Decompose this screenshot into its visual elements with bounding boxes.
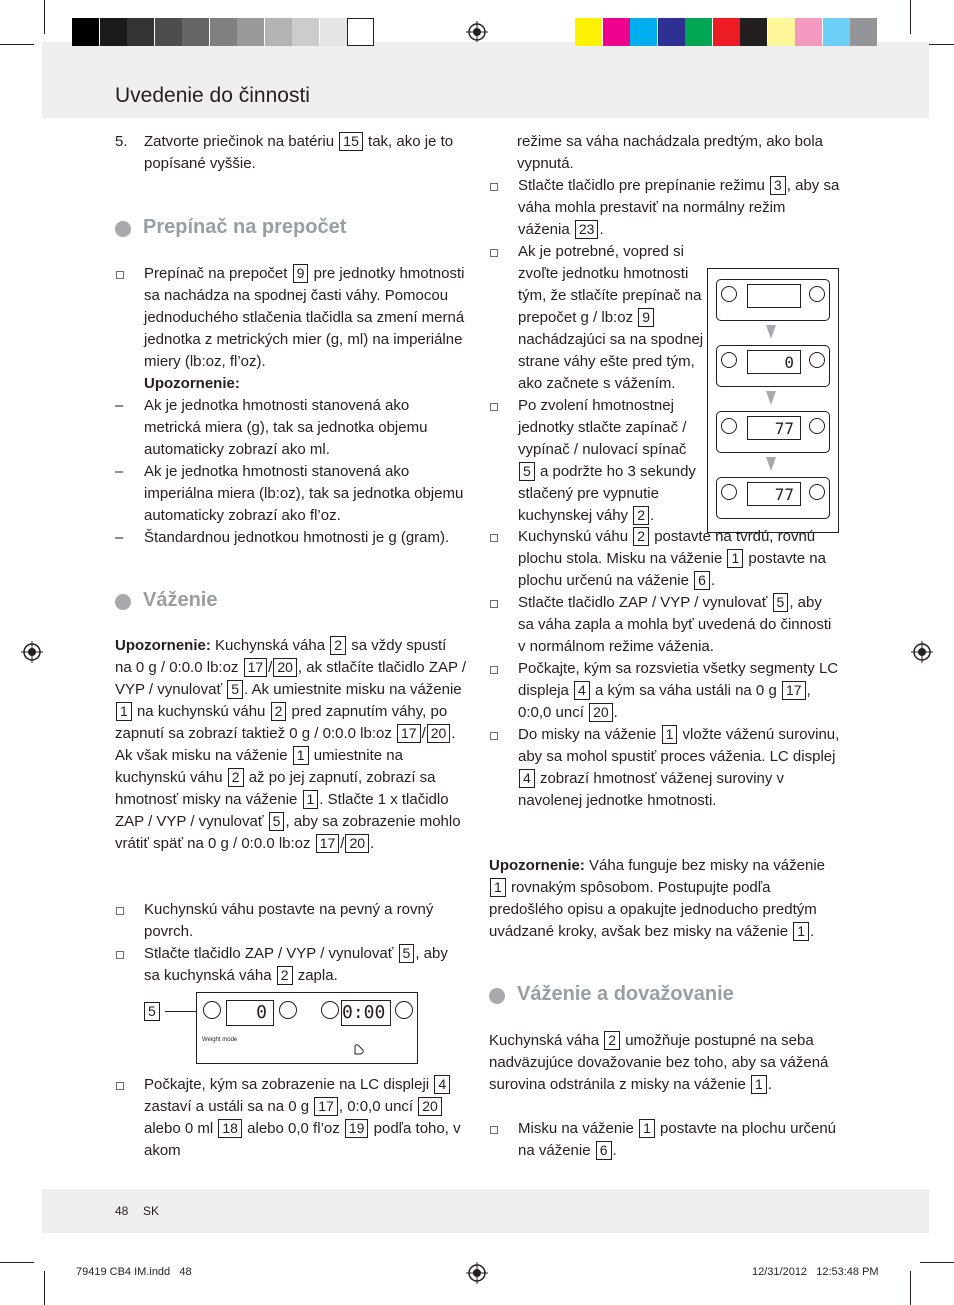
- list-item: Stlačte tlačidlo pre prepínanie režimu 3 , aby sa váha mohla prestaviť na normálny režim váženia 23 .: [489, 175, 841, 241]
- color-swatch: [347, 18, 374, 46]
- mode-button-icon: [809, 418, 825, 434]
- file-name: 79419 CB4 IM.indd 48: [76, 1266, 192, 1278]
- left-column: [115, 131, 467, 175]
- color-swatch: [658, 18, 685, 46]
- power-button-icon: [721, 418, 737, 434]
- list-item: Kuchynskú váhu postavte na pevný a rovný povrch.: [115, 899, 467, 943]
- color-swatch: [823, 18, 850, 46]
- color-swatch: [630, 18, 657, 46]
- mode-button-icon: [279, 1001, 297, 1019]
- list-item: Do misky na váženie 1 vložte váženú surovinu, aby sa mohol spustiť proces váženia. LC displej 4 zobrazí hmotnosť váženej suroviny v navolenej jednotke hmotnosti.: [489, 724, 841, 812]
- arrow-down-icon: [766, 457, 776, 471]
- color-swatch: [320, 18, 347, 46]
- scale-illustration: [716, 411, 830, 453]
- registration-mark-icon: [21, 641, 43, 663]
- color-swatch: [100, 18, 127, 46]
- right-column-bottom: [489, 526, 841, 812]
- color-swatch: [603, 18, 630, 46]
- checkbox-icon: [116, 1082, 124, 1090]
- color-swatch: [850, 18, 877, 46]
- power-button-icon: [721, 484, 737, 500]
- page-title: Uvedenie do činnosti: [115, 84, 310, 107]
- checkbox-icon: [490, 534, 498, 542]
- step-5: 5. Zatvorte priečinok na batériu 15 tak, ako je to popísané vyššie.: [115, 133, 454, 172]
- checkbox-icon: [490, 249, 498, 257]
- color-swatch: [713, 18, 740, 46]
- checkbox-icon: [490, 183, 498, 191]
- registration-mark-icon: [911, 641, 933, 663]
- crop-mark: [0, 44, 34, 45]
- registration-mark-icon: [466, 21, 488, 43]
- checkbox-icon: [490, 666, 498, 674]
- left-vazenie-section: [115, 635, 467, 855]
- color-swatch: [685, 18, 712, 46]
- color-swatch: [292, 18, 319, 46]
- continued-text: režime sa váha nachádzala predtým, ako bola vypnutá.: [517, 133, 824, 172]
- bullet-dot-icon: [489, 988, 505, 1004]
- list-item: Ak je potrebné, vopred si zvoľte jednotku hmotnosti tým, že stlačíte prepínač na prepočet g / lb:oz 9 nachádzajúci sa na spodnej strane váhy ešte pred tým, ako začnete s vážením.: [489, 241, 705, 395]
- language-code: SK: [143, 1204, 160, 1218]
- lcd-display: 77: [747, 416, 801, 440]
- mode-button-icon: [395, 1001, 413, 1019]
- scale-figure-right: [707, 268, 839, 533]
- lcd-display: 0: [747, 350, 801, 374]
- mode-button-icon: [809, 286, 825, 302]
- color-swatch: [768, 18, 795, 46]
- dash-item: – Ak je jednotka hmotnosti stanovená ako imperiálna miera (lb:oz), tak sa jednotka objemu automaticky zobrazí ako fl’oz.: [115, 463, 464, 524]
- bullet-dot-icon: [115, 221, 131, 237]
- color-swatch: [575, 18, 602, 46]
- lcd-display: [747, 284, 801, 308]
- callout-label: 5: [144, 1002, 160, 1021]
- left-steps: [115, 899, 467, 987]
- right-note: Upozornenie: Váha funguje bez misky na váženie 1 rovnakým spôsobom. Postupujte podľa predošlého opisu a opakujte jednoducho predtým uvádzané kroky, avšak bez misky na váženie 1 .: [489, 857, 825, 940]
- list-item: Počkajte, kým sa rozsvietia všetky segmenty LC displeja 4 a kým sa váha ustáli na 0 g 17 , 0:0,0 uncí 20 .: [489, 658, 841, 724]
- list-item: Stlačte tlačidlo ZAP / VYP / vynulovať 5 , aby sa váha zapla a mohla byť uvedená do činnosti v normálnom režime váženia.: [489, 592, 841, 658]
- power-button-icon: [203, 1001, 221, 1019]
- color-swatch: [210, 18, 237, 46]
- dash-item: – Ak je jednotka hmotnosti stanovená ako metrická miera (g), tak sa jednotka objemu automaticky zobrazí ako ml.: [115, 397, 428, 458]
- scale-illustration: [716, 345, 830, 387]
- list-item: Kuchynskú váhu 2 postavte na tvrdú, rovnú plochu stola. Misku na váženie 1 postavte na plochu určenú na váženie 6 .: [489, 526, 841, 592]
- crop-mark: [0, 1262, 34, 1263]
- crop-mark: [920, 1262, 954, 1263]
- power-button-icon: [721, 352, 737, 368]
- heading-prepinac: Prepínač na prepočet: [115, 216, 346, 239]
- checkbox-icon: [116, 271, 124, 279]
- scale-panel: [196, 992, 418, 1064]
- checkbox-icon: [490, 403, 498, 411]
- bullet-dot-icon: [115, 594, 131, 610]
- right-dovazovanie: [489, 1030, 841, 1162]
- checkbox-icon: [490, 600, 498, 608]
- lcd-display: 0:00: [341, 1000, 391, 1026]
- list-item: Misku na váženie 1 postavte na plochu určenú na váženie 6 .: [489, 1118, 841, 1162]
- power-button-icon: [721, 286, 737, 302]
- scale-illustration: [716, 477, 830, 519]
- heading-vazenie: Váženie: [115, 589, 217, 612]
- checkbox-icon: [116, 907, 124, 915]
- crop-mark: [910, 1271, 911, 1305]
- arrow-down-icon: [766, 325, 776, 339]
- left-prepinac-section: [115, 263, 467, 549]
- lcd-display: 77: [747, 482, 801, 506]
- color-swatch: [127, 18, 154, 46]
- figure-label: Weight mode: [202, 1037, 238, 1043]
- page-number: 48: [115, 1204, 129, 1218]
- color-swatch: [265, 18, 292, 46]
- list-item: Stlačte tlačidlo ZAP / VYP / vynulovať 5 , aby sa kuchynská váha 2 zapla.: [115, 943, 467, 987]
- color-swatch: [237, 18, 264, 46]
- scale-figure-left: [143, 992, 418, 1064]
- list-item: Po zvolení hmotnostnej jednotky stlačte zapínač / vypínač / nulovací spínač 5 a podržte ho 3 sekundy stlačený pre vypnutie kuchynskej váhy 2 .: [489, 395, 705, 527]
- footer-band: [42, 1189, 929, 1233]
- right-column-top: [489, 131, 841, 241]
- mode-button-icon: [809, 352, 825, 368]
- right-column-narrow: [489, 241, 705, 527]
- color-swatch: [795, 18, 822, 46]
- color-swatch: [72, 18, 99, 46]
- hand-press-icon: [352, 1041, 366, 1055]
- heading-dovazovanie: Váženie a dovažovanie: [489, 983, 734, 1006]
- checkbox-icon: [490, 1126, 498, 1134]
- print-date: 12/31/2012 12:53:48 PM: [752, 1266, 879, 1278]
- paragraph: Kuchynská váha 2 umožňuje postupné na seba nadväzujúce dovažovanie bez toho, aby sa vážená surovina odstránila z misky na váženie 1 .: [489, 1032, 829, 1093]
- list-item: Počkajte, kým sa zobrazenie na LC displeji 4 zastaví a ustáli sa na 0 g 17 , 0:0,0 uncí 20 alebo 0 ml 18 alebo 0,0 fl’oz 19 podľa toho, v akom: [115, 1074, 467, 1162]
- scale-illustration: [716, 279, 830, 321]
- crop-mark: [910, 0, 911, 34]
- color-swatch: [740, 18, 767, 46]
- checkbox-icon: [490, 732, 498, 740]
- note-paragraph: Upozornenie: Kuchynská váha 2 sa vždy spustí na 0 g / 0:0.0 lb:oz 17 / 20 , ak stlačíte tlačidlo ZAP / VYP / vynulovať 5 . Ak umiestnite misku na váženie 1 na kuchynskú váhu 2 pred zapnutím váhy, po zapnutí sa zobrazí taktiež 0 g / 0:0.0 lb:oz 17 / 20 .: [115, 637, 467, 742]
- power-button-icon: [321, 1001, 339, 1019]
- left-steps-2: [115, 1074, 467, 1162]
- mode-button-icon: [809, 484, 825, 500]
- color-swatch: [182, 18, 209, 46]
- lcd-display: 0: [226, 1000, 274, 1026]
- checkbox-icon: [116, 951, 124, 959]
- registration-mark-icon: [466, 1262, 488, 1284]
- crop-mark: [44, 1271, 45, 1305]
- list-item: Prepínač na prepočet 9 pre jednotky hmotnosti sa nachádza na spodnej časti váhy. Pomocou jednoduchého stlačenia tlačidla sa zmení merná jednotka z metrických mier (g, ml) na imperiálne miery (lb:oz, fl’oz). Upozornenie:: [115, 263, 467, 395]
- arrow-down-icon: [766, 391, 776, 405]
- note-paragraph: Ak však misku na váženie 1 umiestnite na kuchynskú váhu 2 až po jej zapnutí, zobrazí sa hmotnosť misky na váženie 1 . Stlačte 1 x tlačidlo ZAP / VYP / vynulovať 5 , aby sa zobrazenie mohlo vrátiť späť na 0 g / 0:0.0 lb:oz 17 / 20 .: [115, 747, 461, 852]
- crop-mark: [44, 0, 45, 34]
- dash-item: – Štandardnou jednotkou hmotnosti je g (gram).: [115, 529, 450, 546]
- color-swatch: [155, 18, 182, 46]
